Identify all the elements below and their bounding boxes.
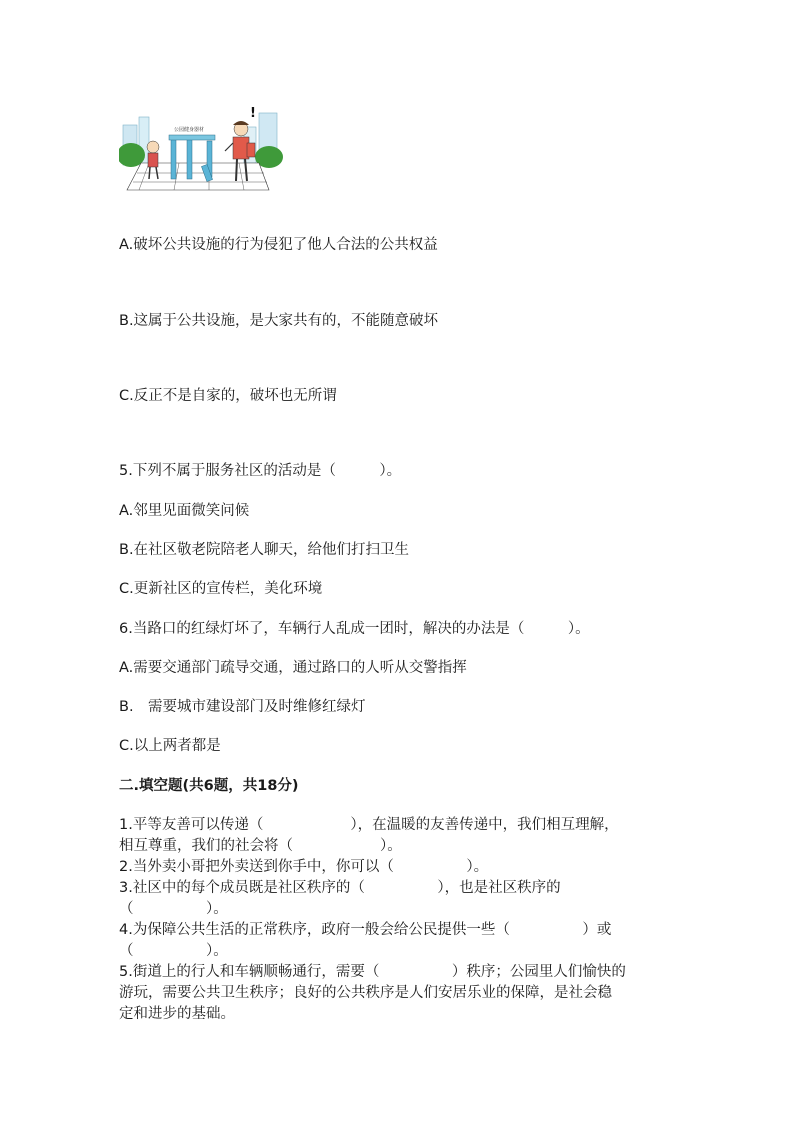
q4-option-b: B.这属于公共设施，是大家共有的，不能随意破坏 [119, 313, 439, 329]
q6-option-b: B. 需要城市建设部门及时维修红绿灯 [119, 699, 366, 715]
q5-option-a: A.邻里见面微笑问候 [119, 503, 250, 519]
q6-stem: 6.当路口的红绿灯坏了，车辆行人乱成一团时，解决的办法是（ ）。 [119, 621, 590, 637]
fill-q5-line-1: 5.街道上的行人和车辆顺畅通行，需要（ ）秩序；公园里人们愉快的 [119, 964, 626, 980]
q5-option-b: B.在社区敬老院陪老人聊天，给他们打扫卫生 [119, 542, 410, 558]
fill-question-3 [119, 878, 679, 920]
fill-q2-line-1: 2.当外卖小哥把外卖送到你手中，你可以（ ）。 [119, 859, 489, 875]
fill-q3-line-1: 3.社区中的每个成员既是社区秩序的（ ），也是社区秩序的 [119, 880, 561, 896]
q4-option-a: A.破坏公共设施的行为侵犯了他人合法的公共权益 [119, 237, 438, 253]
fill-q5-line-3: 定和进步的基础。 [119, 1006, 235, 1022]
fill-question-4 [119, 920, 679, 962]
fill-question-5 [119, 962, 679, 1025]
fill-q1-line-1: 1.平等友善可以传递（ ），在温暖的友善传递中，我们相互理解， [119, 817, 619, 833]
fill-q1-line-2: 相互尊重，我们的社会将（ ）。 [119, 838, 402, 854]
fill-q5-line-2: 游玩，需要公共卫生秩序；良好的公共秩序是人们安居乐业的保障，是社会稳 [119, 985, 612, 1001]
q5-option-c: C.更新社区的宣传栏，美化环境 [119, 581, 323, 597]
q6-option-c: C.以上两者都是 [119, 738, 221, 754]
section-heading: 二.填空题(共6题，共18分) [119, 778, 299, 794]
fill-question-1 [119, 815, 679, 857]
fill-q4-line-2: （ ）。 [119, 943, 228, 959]
sign-text: 公园健身器材 [174, 127, 205, 133]
fill-q4-line-1: 4.为保障公共生活的正常秩序，政府一般会给公民提供一些（ ）或 [119, 922, 612, 938]
fill-question-2 [119, 857, 679, 878]
park-fitness-illustration [119, 95, 283, 195]
q4-option-c: C.反正不是自家的，破坏也无所谓 [119, 388, 337, 404]
exclamation-mark: ! [250, 106, 256, 121]
fill-q3-line-2: （ ）。 [119, 901, 228, 917]
q5-stem: 5.下列不属于服务社区的活动是（ ）。 [119, 463, 402, 479]
q6-option-a: A.需要交通部门疏导交通，通过路口的人听从交警指挥 [119, 660, 467, 676]
